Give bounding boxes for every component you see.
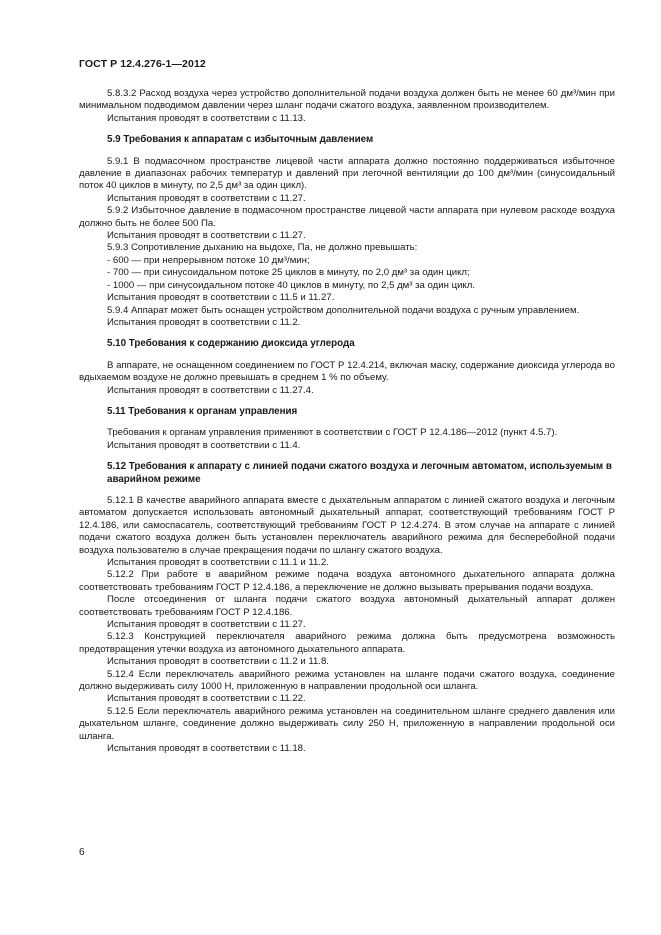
paragraph-5-12-2-cont: После отсоединения от шланга подачи сжатого воздуха автономный дыхательный аппарат должен соответствовать требованиям ГОСТ Р 12.4.186. bbox=[79, 594, 615, 618]
paragraph-5-9-4: 5.9.4 Аппарат может быть оснащен устройством дополнительной подачи воздуха с ручным управлением. bbox=[107, 304, 580, 316]
paragraph-test-ref: Испытания проводят в соответствии с 11.4. bbox=[107, 439, 301, 451]
paragraph-5-12-2: 5.12.2 При работе в аварийном режиме подача воздуха автономного дыхательного аппарата должна соответствовать требованиям ГОСТ Р 12.4.186, а переключение не должно вызывать прерывания подачи воздуха. bbox=[79, 569, 615, 593]
page-number: 6 bbox=[79, 847, 85, 858]
paragraph-5-8-3-2: 5.8.3.2 Расход воздуха через устройство дополнительной подачи воздуха должен быть не менее 60 дм³/мин при минимальном подводимом давлении через шланг подачи сжатого воздуха, заявленном производителем. bbox=[79, 88, 615, 112]
paragraph-5-11: Требования к органам управления применяют в соответствии с ГОСТ Р 12.4.186—2012 (пункт 4.5.7). bbox=[107, 427, 558, 439]
paragraph-test-ref: Испытания проводят в соответствии с 11.27. bbox=[107, 192, 306, 204]
paragraph-test-ref: Испытания проводят в соответствии с 11.27. bbox=[107, 230, 306, 242]
paragraph-test-ref: Испытания проводят в соответствии с 11.22. bbox=[107, 693, 306, 705]
paragraph-5-10: В аппарате, не оснащенном соединением по ГОСТ Р 12.4.214, включая маску, содержание диоксида углерода во вдыхаемом воздухе не должно превышать в среднем 1 % по объему. bbox=[79, 359, 615, 384]
paragraph-5-12-1: 5.12.1 В качестве аварийного аппарата вместе с дыхательным аппаратом с линией сжатого воздуха и легочным автоматом допускается использовать автономный дыхательный аппарат, соответствующий требованиям ГОСТ Р 12.4.186, или самоспасатель, соответствующий требованиям ГОСТ Р 12.4.274. В этом случае на аппарате с линией подачи сжатого воздуха должен быть установлен переключатель аварийного режима для бесперебойной подачи воздуха пользователю в случае прекращения подачи по шлангу сжатого воздуха. bbox=[79, 494, 615, 556]
paragraph-5-9-3: 5.9.3 Сопротивление дыханию на выдохе, Па, не должно превышать: bbox=[107, 242, 418, 254]
document-header: ГОСТ Р 12.4.276-1—2012 bbox=[79, 58, 206, 70]
paragraph-test-ref: Испытания проводят в соответствии с 11.2 и 11.8. bbox=[107, 656, 329, 668]
document-body bbox=[79, 88, 615, 756]
section-heading-5-10: 5.10 Требования к содержанию диоксида углерода bbox=[107, 338, 355, 350]
list-item: - 700 — при синусоидальном потоке 25 циклов в минуту, по 2,0 дм³ за один цикл; bbox=[107, 267, 470, 279]
paragraph-test-ref: Испытания проводят в соответствии с 11.27. bbox=[107, 619, 306, 631]
list-item: - 1000 — при синусоидальном потоке 40 циклов в минуту, по 2,5 дм³ за один цикл. bbox=[107, 279, 475, 291]
list-item: - 600 — при непрерывном потоке 10 дм³/мин; bbox=[107, 254, 310, 266]
section-heading-5-11: 5.11 Требования к органам управления bbox=[107, 405, 298, 417]
paragraph-test-ref: Испытания проводят в соответствии с 11.13. bbox=[107, 112, 306, 124]
section-heading-5-12: 5.12 Требования к аппарату с линией подачи сжатого воздуха и легочным автоматом, используемым в аварийном режиме bbox=[107, 461, 612, 485]
paragraph-5-9-2: 5.9.2 Избыточное давление в подмасочном пространстве лицевой части аппарата при нулевом расходе воздуха должно быть не более 500 Па. bbox=[79, 205, 615, 229]
paragraph-test-ref: Испытания проводят в соответствии с 11.18. bbox=[107, 743, 306, 755]
paragraph-5-12-3: 5.12.3 Конструкцией переключателя аварийного режима должна быть предусмотрена возможность предотвращения утечки воздуха из автономного дыхательного аппарата. bbox=[79, 631, 615, 655]
paragraph-test-ref: Испытания проводят в соответствии с 11.27.4. bbox=[107, 384, 314, 396]
paragraph-test-ref: Испытания проводят в соответствии с 11.5 и 11.27. bbox=[107, 292, 335, 304]
paragraph-test-ref: Испытания проводят в соответствии с 11.2. bbox=[107, 316, 301, 328]
paragraph-5-12-4: 5.12.4 Если переключатель аварийного режима установлен на шланге подачи сжатого воздуха, соединение должно выдерживать силу 1000 Н, приложенную в направлении продольной оси шланга. bbox=[79, 668, 615, 693]
section-heading-5-9: 5.9 Требования к аппаратам с избыточным давлением bbox=[107, 134, 374, 146]
paragraph-5-12-5: 5.12.5 Если переключатель аварийного режима установлен на соединительном шланге среднего давления или дыхательном шланге, соединение должно выдерживать силу 250 Н, приложенную в направлении продольной оси шланга. bbox=[79, 705, 615, 742]
paragraph-test-ref: Испытания проводят в соответствии с 11.1 и 11.2. bbox=[107, 557, 329, 568]
paragraph-5-9-1: 5.9.1 В подмасочном пространстве лицевой части аппарата должно постоянно поддерживаться избыточное давление в диапазонах рабочих температур и давлений при легочной вентиляции до 100 дм³/мин (синусоидальный поток 40 циклов в минуту, по 2,5 дм³ за один цикл). bbox=[79, 155, 615, 192]
